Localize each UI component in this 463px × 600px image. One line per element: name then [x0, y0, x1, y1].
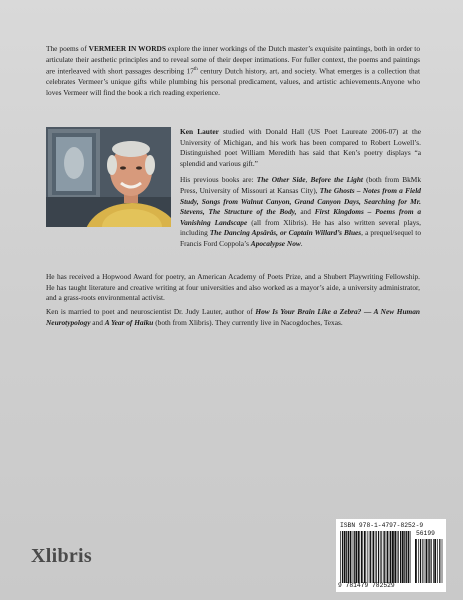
isbn-number: ISBN 978-1-4797-8252-9 [340, 522, 424, 529]
book-blurb: The poems of VERMEER IN WORDS explore the inner workings of the Dutch master’s exquisite paintings, both in order to articulate their aesthetic principles and to reveal some of their deeper intimations. For fuller context, the poems and paintings are interleaved with short passages describing 17th century Dutch history, art, and society. What emerges is a collection that celebrates Vermeer’s unique gifts while plumbing his personal predicament, values, and artistic achievements.Anyone who loves Vermeer will find the book a rich reading experience. [46, 44, 421, 97]
publisher-logo: Xlibris [31, 545, 92, 567]
isbn-barcode [336, 519, 446, 592]
awards-paragraph: He has received a Hopwood Award for poetry, an American Academy of Poets Prize, and a Shubert Playwriting Fellowship. He has taught literature and creative writing at four universities and also worked as a mayor’s aide, a university administrator, and a grass-roots environmental activist. [46, 272, 420, 303]
supplement-barcode-bars [415, 539, 443, 583]
bio-paragraph: Ken Lauter studied with Donald Hall (US Poet Laureate 2006-07) at the University of Michigan, and his work has been compared to Robert Lowell’s. Distinguished poet William Meredith has said that Ken’s poetry displays “a splendid and various gift.” [180, 127, 421, 168]
price-code: 56199 [416, 530, 435, 537]
previous-books-paragraph: His previous books are: The Other Side, Before the Light (both from BkMk Press, University of Missouri at Kansas City), The Ghosts – Notes from a Field Study, Songs from Walnut Canyon, Grand Canyon Days, Searching for Mr. Stevens, The Structure of the Body, and First Kingdoms – Poems from a Vanishing Landscape (all from Xlibris). He has also written several plays, including The Dancing Apsârâs, or Captain Willard’s Blues, a prequel/sequel to Francis Ford Coppola’s Apocalypse Now. [180, 175, 422, 248]
barcode-bars [340, 531, 412, 583]
author-photo [46, 127, 171, 227]
book-title: VERMEER IN WORDS [88, 44, 166, 53]
family-paragraph: Ken is married to poet and neuroscientist Dr. Judy Lauter, author of How Is Your Brain Like a Zebra? — A New Human Neurotypology and A Year of Haiku (both from Xlibris). They currently live in Nacogdoches, Texas. [46, 307, 420, 327]
author-name: Ken Lauter [180, 127, 219, 136]
ean-number: 9 781479 782529 [338, 582, 395, 589]
author-bio [180, 127, 421, 250]
